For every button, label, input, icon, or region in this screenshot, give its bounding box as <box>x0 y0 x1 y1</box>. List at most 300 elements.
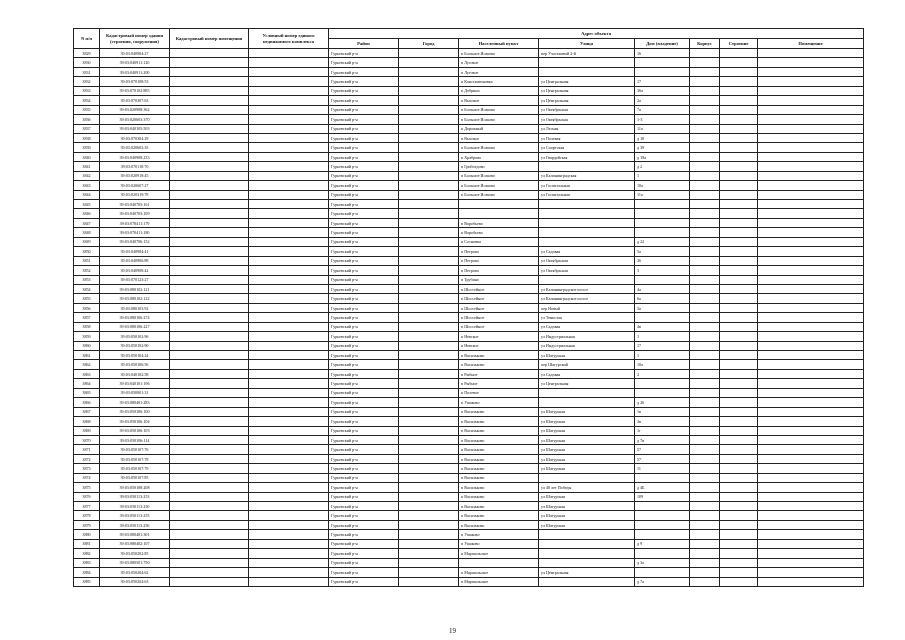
cell-locality: п Воробьево <box>459 228 539 237</box>
cell-room <box>170 77 249 86</box>
cell-building <box>720 464 758 473</box>
cell-city <box>399 341 459 350</box>
cell-num: 3850 <box>74 247 100 256</box>
cell-num: 3880 <box>74 530 100 539</box>
cell-building <box>720 58 758 67</box>
cell-street: ул Садовая <box>539 322 635 331</box>
table-row <box>74 115 864 124</box>
cell-room <box>170 426 249 435</box>
cell-house: 11а <box>635 124 690 133</box>
cell-building <box>720 209 758 218</box>
cell-house: 2 <box>635 369 690 378</box>
cell-premises <box>758 464 864 473</box>
cell-num: 3845 <box>74 200 100 209</box>
cell-premises <box>758 228 864 237</box>
cell-house: 11а <box>635 190 690 199</box>
cell-korpus <box>690 407 720 416</box>
cell-room <box>170 360 249 369</box>
cell-street <box>539 473 635 482</box>
cell-building <box>720 218 758 227</box>
cell-premises <box>758 200 864 209</box>
cell-premises <box>758 105 864 114</box>
cell-premises <box>758 379 864 388</box>
cell-street: ул Госпитальная <box>539 190 635 199</box>
cell-street: ул Октябрьская <box>539 115 635 124</box>
cell-korpus <box>690 96 720 105</box>
cell-premises <box>758 369 864 378</box>
cell-district: Гурьевский р-н <box>329 77 399 86</box>
table-row <box>74 247 864 256</box>
cell-house: 16 <box>635 49 690 58</box>
cell-street <box>539 275 635 284</box>
table-row <box>74 96 864 105</box>
table-row <box>74 577 864 586</box>
cell-city <box>399 162 459 171</box>
cell-city <box>399 77 459 86</box>
cell-num: 3858 <box>74 322 100 331</box>
cell-cadastral: 39:03:050106:56 <box>100 360 170 369</box>
cell-room <box>170 152 249 161</box>
cell-locality: п Луговое <box>459 58 539 67</box>
table-row <box>74 539 864 548</box>
cell-house: 1-3 <box>635 115 690 124</box>
cell-locality: п Васильково <box>459 492 539 501</box>
cell-num: 3867 <box>74 407 100 416</box>
cell-house: 3а <box>635 303 690 312</box>
cell-locality <box>459 558 539 567</box>
cell-num: 3872 <box>74 454 100 463</box>
cell-house: 57 <box>635 445 690 454</box>
cell-house: 6а <box>635 294 690 303</box>
cell-cadastral: 39:03:040705:161 <box>100 200 170 209</box>
cell-cadastral: 39:03:050113:253 <box>100 492 170 501</box>
cell-district: Гурьевский р-н <box>329 539 399 548</box>
cell-room <box>170 96 249 105</box>
cell-building <box>720 530 758 539</box>
cell-korpus <box>690 435 720 444</box>
header-district: Район <box>329 39 399 49</box>
cell-korpus <box>690 294 720 303</box>
cell-premises <box>758 502 864 511</box>
cell-room <box>170 284 249 293</box>
cell-city <box>399 492 459 501</box>
table-row <box>74 369 864 378</box>
cell-house: 10а <box>635 181 690 190</box>
cell-num: 3842 <box>74 171 100 180</box>
cell-city <box>399 445 459 454</box>
cell-district: Гурьевский р-н <box>329 568 399 577</box>
cell-korpus <box>690 115 720 124</box>
cell-conditional <box>249 492 329 501</box>
cell-locality: п Полевое <box>459 388 539 397</box>
cell-building <box>720 313 758 322</box>
cell-premises <box>758 322 864 331</box>
cell-city <box>399 332 459 341</box>
cell-premises <box>758 96 864 105</box>
cell-building <box>720 228 758 237</box>
cell-cadastral: 39:03:080102:121 <box>100 284 170 293</box>
cell-building <box>720 143 758 152</box>
cell-cadastral: 39:03:050001:31 <box>100 388 170 397</box>
cell-street: ул Центральная <box>539 77 635 86</box>
cell-building <box>720 360 758 369</box>
table-row <box>74 341 864 350</box>
cell-house: 1 <box>635 332 690 341</box>
table-row <box>74 492 864 501</box>
cell-locality: п Большое Исаково <box>459 190 539 199</box>
cell-city <box>399 294 459 303</box>
cell-conditional <box>249 58 329 67</box>
cell-cadastral: 39:03:070411:180 <box>100 228 170 237</box>
cell-korpus <box>690 77 720 86</box>
cell-korpus <box>690 124 720 133</box>
cell-room <box>170 483 249 492</box>
cell-district: Гурьевский р-н <box>329 209 399 218</box>
cell-num: 3838 <box>74 133 100 142</box>
cell-korpus <box>690 520 720 529</box>
header-building: Строение <box>720 39 758 49</box>
cell-district: Гурьевский р-н <box>329 171 399 180</box>
cell-korpus <box>690 549 720 558</box>
cell-building <box>720 133 758 142</box>
cell-street: ул Октябрьская <box>539 266 635 275</box>
cell-district: Гурьевский р-н <box>329 464 399 473</box>
header-house: Дом (владение) <box>635 39 690 49</box>
cell-locality: п Шоссейное <box>459 322 539 331</box>
cell-district: Гурьевский р-н <box>329 162 399 171</box>
cell-locality: п Васильково <box>459 360 539 369</box>
cell-locality: п Большое Исаково <box>459 143 539 152</box>
cell-city <box>399 228 459 237</box>
cell-conditional <box>249 162 329 171</box>
cell-premises <box>758 86 864 95</box>
cell-room <box>170 209 249 218</box>
table-row <box>74 407 864 416</box>
table-row <box>74 398 864 407</box>
cell-street: ул Шатурская <box>539 502 635 511</box>
cell-city <box>399 473 459 482</box>
cell-num: 3857 <box>74 313 100 322</box>
cell-city <box>399 58 459 67</box>
cell-house: 1 <box>635 351 690 360</box>
cell-building <box>720 473 758 482</box>
cell-num: 3832 <box>74 77 100 86</box>
table-row <box>74 77 864 86</box>
cell-room <box>170 275 249 284</box>
cell-district: Гурьевский р-н <box>329 284 399 293</box>
cell-premises <box>758 77 864 86</box>
cell-premises <box>758 530 864 539</box>
cell-conditional <box>249 577 329 586</box>
table-row <box>74 473 864 482</box>
table-row <box>74 190 864 199</box>
cell-korpus <box>690 275 720 284</box>
cell-district: Гурьевский р-н <box>329 313 399 322</box>
cell-korpus <box>690 266 720 275</box>
cell-city <box>399 181 459 190</box>
cell-district: Гурьевский р-н <box>329 181 399 190</box>
cell-korpus <box>690 360 720 369</box>
cell-korpus <box>690 181 720 190</box>
table-row <box>74 511 864 520</box>
cell-house <box>635 379 690 388</box>
cell-korpus <box>690 351 720 360</box>
cell-room <box>170 162 249 171</box>
cell-num: 3837 <box>74 124 100 133</box>
cell-house: д 19а <box>635 152 690 161</box>
cell-cadastral: 39:03:050104:24 <box>100 351 170 360</box>
cell-house: д 7в <box>635 435 690 444</box>
cell-conditional <box>249 200 329 209</box>
cell-district: Гурьевский р-н <box>329 218 399 227</box>
cell-district: Гурьевский р-н <box>329 530 399 539</box>
cell-locality: п Ушаково <box>459 398 539 407</box>
cell-building <box>720 105 758 114</box>
cell-conditional <box>249 96 329 105</box>
cell-premises <box>758 162 864 171</box>
table-row <box>74 133 864 142</box>
cell-cadastral: 39:03:050113:255 <box>100 511 170 520</box>
table-row <box>74 483 864 492</box>
cell-house <box>635 388 690 397</box>
cell-city <box>399 313 459 322</box>
cell-premises <box>758 294 864 303</box>
cell-premises <box>758 407 864 416</box>
cell-premises <box>758 539 864 548</box>
cell-city <box>399 417 459 426</box>
cell-locality <box>459 200 539 209</box>
cell-locality: п Храброво <box>459 152 539 161</box>
cell-district: Гурьевский р-н <box>329 398 399 407</box>
cell-city <box>399 266 459 275</box>
cell-conditional <box>249 209 329 218</box>
cell-korpus <box>690 558 720 567</box>
cell-premises <box>758 435 864 444</box>
table-row <box>74 322 864 331</box>
cell-street: ул Полевая <box>539 133 635 142</box>
cell-conditional <box>249 143 329 152</box>
cell-city <box>399 558 459 567</box>
cell-conditional <box>249 152 329 161</box>
cell-city <box>399 124 459 133</box>
cell-street: ул Шатурская <box>539 417 635 426</box>
cell-premises <box>758 388 864 397</box>
cell-premises <box>758 58 864 67</box>
cell-locality: п Маршальское <box>459 568 539 577</box>
cell-premises <box>758 492 864 501</box>
cell-street: ул Госпитальная <box>539 181 635 190</box>
cell-cadastral: 39:03:040703:169 <box>100 209 170 218</box>
cell-conditional <box>249 313 329 322</box>
cell-house: 36 <box>635 256 690 265</box>
cell-house: 1 <box>635 171 690 180</box>
cell-conditional <box>249 256 329 265</box>
cell-street <box>539 58 635 67</box>
cell-cadastral: 39:03:050106:114 <box>100 435 170 444</box>
cell-house: 1в <box>635 407 690 416</box>
cell-num: 3861 <box>74 351 100 360</box>
cell-house: 109 <box>635 492 690 501</box>
cell-locality: п Трубино <box>459 275 539 284</box>
cell-district: Гурьевский р-н <box>329 256 399 265</box>
cell-building <box>720 237 758 246</box>
cell-cadastral: 39:03:040911:200 <box>100 67 170 76</box>
cell-premises <box>758 454 864 463</box>
cell-house: 5а <box>635 247 690 256</box>
cell-district: Гурьевский р-н <box>329 435 399 444</box>
cell-district: Гурьевский р-н <box>329 322 399 331</box>
table-row <box>74 549 864 558</box>
cell-building <box>720 502 758 511</box>
cell-num: 3878 <box>74 511 100 520</box>
cell-locality: п Невское <box>459 341 539 350</box>
cell-city <box>399 426 459 435</box>
cell-korpus <box>690 539 720 548</box>
cell-street: ул Лесная <box>539 124 635 133</box>
cell-street: ул Шатурская <box>539 454 635 463</box>
cell-city <box>399 256 459 265</box>
cell-cadastral: 39:03:050102:96 <box>100 332 170 341</box>
cell-num: 3830 <box>74 58 100 67</box>
cell-house: д 9 <box>635 539 690 548</box>
cell-building <box>720 77 758 86</box>
header-address: Адрес объекта <box>329 29 864 39</box>
cell-conditional <box>249 417 329 426</box>
table-row <box>74 237 864 246</box>
table-row <box>74 143 864 152</box>
cell-conditional <box>249 294 329 303</box>
cell-house: 3 <box>635 266 690 275</box>
cell-building <box>720 435 758 444</box>
cell-korpus <box>690 379 720 388</box>
cell-building <box>720 483 758 492</box>
cell-korpus <box>690 284 720 293</box>
cell-cadastral: 39:03:050106:103 <box>100 426 170 435</box>
cell-building <box>720 152 758 161</box>
cell-locality: п Большое Исаково <box>459 115 539 124</box>
cell-num: 3852 <box>74 266 100 275</box>
cell-locality: п Васильково <box>459 454 539 463</box>
cell-street: ул Шатурская <box>539 351 635 360</box>
cell-city <box>399 115 459 124</box>
cell-conditional <box>249 322 329 331</box>
cell-city <box>399 152 459 161</box>
header-conditional: Условный номер единого недвижимого комплекса <box>249 29 329 49</box>
cell-street: ул Шатурская <box>539 492 635 501</box>
cell-locality: п Шоссейное <box>459 313 539 322</box>
cell-street: ул Шатурская <box>539 445 635 454</box>
cell-premises <box>758 49 864 58</box>
cell-room <box>170 549 249 558</box>
cell-city <box>399 407 459 416</box>
cell-cadastral: 39:03:050107:79 <box>100 464 170 473</box>
cell-room <box>170 313 249 322</box>
cell-street <box>539 228 635 237</box>
cell-premises <box>758 558 864 567</box>
cell-korpus <box>690 162 720 171</box>
cell-house <box>635 511 690 520</box>
cell-building <box>720 96 758 105</box>
cell-premises <box>758 332 864 341</box>
cell-city <box>399 284 459 293</box>
cell-building <box>720 49 758 58</box>
cell-street: ул Тенистая <box>539 313 635 322</box>
cell-city <box>399 200 459 209</box>
cell-locality: п Маршальское <box>459 577 539 586</box>
cell-building <box>720 539 758 548</box>
cell-street <box>539 209 635 218</box>
cell-cadastral: 39:03:050202:85 <box>100 549 170 558</box>
table-row <box>74 86 864 95</box>
cell-cadastral: 39:03:070123:27 <box>100 275 170 284</box>
header-street: Улица <box>539 39 635 49</box>
cell-street: ул Спортская <box>539 143 635 152</box>
cell-district: Гурьевский р-н <box>329 445 399 454</box>
cell-conditional <box>249 539 329 548</box>
cell-building <box>720 303 758 312</box>
cell-city <box>399 379 459 388</box>
cell-street <box>539 539 635 548</box>
cell-city <box>399 351 459 360</box>
table-header <box>74 29 864 49</box>
cell-conditional <box>249 115 329 124</box>
cell-cadastral: 39:03:070108:53 <box>100 77 170 86</box>
cell-cadastral: 39:03:050107:85 <box>100 473 170 482</box>
cell-cadastral: 39:03:080102:122 <box>100 294 170 303</box>
cell-city <box>399 483 459 492</box>
cell-cadastral: 39:03:080501:750 <box>100 558 170 567</box>
cell-num: 3844 <box>74 190 100 199</box>
cell-num: 3835 <box>74 105 100 114</box>
cell-city <box>399 143 459 152</box>
cell-conditional <box>249 341 329 350</box>
cell-locality: п Васильково <box>459 502 539 511</box>
cell-cadastral: 39:03:070102:885 <box>100 86 170 95</box>
cell-cadastral: 39:03:040904:41 <box>100 247 170 256</box>
cell-house <box>635 520 690 529</box>
cell-room <box>170 435 249 444</box>
cell-conditional <box>249 284 329 293</box>
table-row <box>74 275 864 284</box>
cell-room <box>170 228 249 237</box>
cell-num: 3870 <box>74 435 100 444</box>
cell-korpus <box>690 86 720 95</box>
cell-korpus <box>690 218 720 227</box>
cell-num: 3854 <box>74 284 100 293</box>
cell-premises <box>758 483 864 492</box>
cell-building <box>720 388 758 397</box>
cell-premises <box>758 520 864 529</box>
cell-house: д 7а <box>635 577 690 586</box>
table-row <box>74 49 864 58</box>
cell-district: Гурьевский р-н <box>329 86 399 95</box>
table-row <box>74 105 864 114</box>
cell-korpus <box>690 303 720 312</box>
cell-street <box>539 530 635 539</box>
cell-house: 36а <box>635 86 690 95</box>
cell-korpus <box>690 341 720 350</box>
cell-building <box>720 256 758 265</box>
cell-cadastral: 39:03:070110:70 <box>100 162 170 171</box>
cell-conditional <box>249 351 329 360</box>
table-row <box>74 200 864 209</box>
table-row <box>74 228 864 237</box>
cell-locality: п Шоссейное <box>459 303 539 312</box>
cell-num: 3877 <box>74 502 100 511</box>
cell-room <box>170 464 249 473</box>
cell-building <box>720 67 758 76</box>
cell-room <box>170 369 249 378</box>
